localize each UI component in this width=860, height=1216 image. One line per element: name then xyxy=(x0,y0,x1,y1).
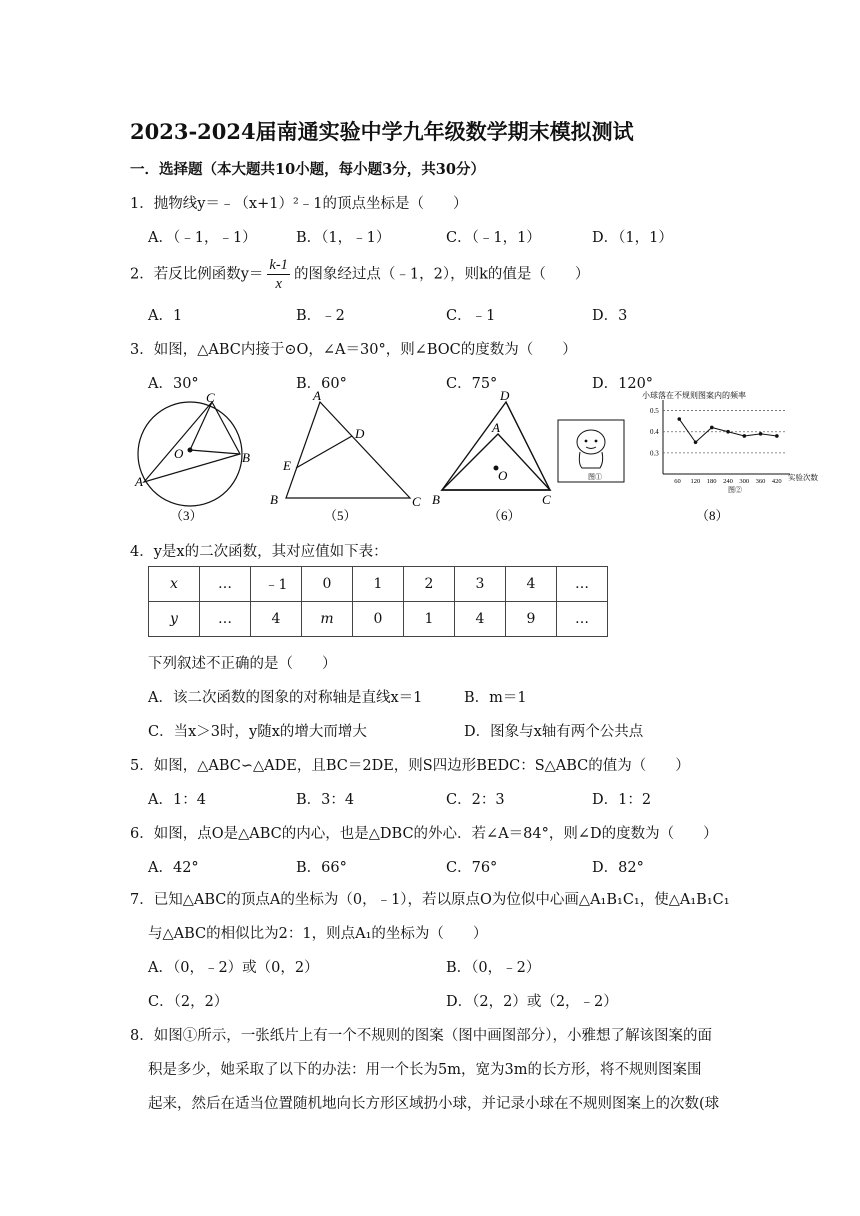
chart-point xyxy=(726,430,730,434)
table-cell: 1 xyxy=(353,567,404,602)
question-8-line2: 积是多少，她采取了以下的办法：用一个长为5m，宽为3m的长方形，将不规则图案围 xyxy=(148,1062,702,1078)
q3-option-c: C．75° xyxy=(446,376,498,392)
svg-text:B: B xyxy=(242,450,250,465)
figure-8-chart xyxy=(642,390,818,494)
q2-option-a: A．1 xyxy=(148,308,183,324)
chart-x-tick-label: 60 xyxy=(674,478,681,485)
q2-option-c: C．﹣1 xyxy=(446,308,496,324)
chart-x-label: 实验次数 xyxy=(788,473,818,482)
svg-text:A: A xyxy=(313,388,321,403)
caption-3: （3） xyxy=(170,508,203,523)
table-cell: 4 xyxy=(506,567,557,602)
table-cell: 1 xyxy=(404,602,455,637)
chart-title: 小球落在不规则图案内的频率 xyxy=(642,391,746,400)
svg-text:C: C xyxy=(542,492,551,507)
chart-x-tick-label: 300 xyxy=(739,478,750,485)
figure-8-paper xyxy=(558,420,624,482)
q5-option-d: D．1：2 xyxy=(592,792,652,808)
chart-x-tick-label: 120 xyxy=(690,478,701,485)
table-cell: m xyxy=(302,602,353,637)
table-cell: 9 xyxy=(506,602,557,637)
svg-text:B: B xyxy=(432,492,440,507)
q5-option-a: A．1：4 xyxy=(148,792,206,808)
q3-option-a: A．30° xyxy=(148,376,199,392)
q2-option-d: D．3 xyxy=(592,308,628,324)
q2-stem-b: 的图象经过点（﹣1，2），则k的值是（ ） xyxy=(293,266,590,283)
q7-option-c: C．（2，2） xyxy=(148,994,229,1010)
q4-option-c: C．当x＞3时，y随x的增大而增大 xyxy=(148,724,367,740)
chart-y-tick-label: 0.3 xyxy=(650,449,659,458)
table-cell: 0 xyxy=(302,567,353,602)
chart-x-tick-label: 240 xyxy=(723,478,733,485)
q3-option-b: B．60° xyxy=(296,376,347,392)
chart-y-tick-label: 0.4 xyxy=(650,428,659,437)
q6-option-a: A．42° xyxy=(148,860,199,876)
table-cell: 4 xyxy=(251,602,302,637)
chart-y-tick-label: 0.5 xyxy=(650,407,659,416)
question-5-stem: 5．如图，△ABC∽△ADE，且BC＝2DE，则S四边形BEDC：S△ABC的值为（ ） xyxy=(130,758,690,774)
q4-ask: 下列叙述不正确的是（ ） xyxy=(148,656,337,672)
chart-x-tick-label: 360 xyxy=(755,478,766,485)
q4-option-a: A．该二次函数的图象的对称轴是直线x＝1 xyxy=(148,690,423,706)
chart-point xyxy=(759,432,763,436)
table-cell: x xyxy=(149,567,200,602)
q4-value-table xyxy=(148,566,608,637)
question-1-stem: 1．抛物线y＝﹣（x+1）²﹣1的顶点坐标是（ ） xyxy=(130,196,468,212)
table-cell: … xyxy=(200,567,251,602)
question-6-stem: 6．如图，点O是△ABC的内心，也是△DBC的外心．若∠A＝84°，则∠D的度数为（ ） xyxy=(130,826,718,842)
table-cell: 4 xyxy=(455,602,506,637)
q2-option-b: B．﹣2 xyxy=(296,308,345,324)
table-cell: y xyxy=(149,602,200,637)
question-7-stem-line2: 与△ABC的相似比为2：1，则点A₁的坐标为（ ） xyxy=(148,926,488,942)
table-cell: … xyxy=(557,602,608,637)
chart-point xyxy=(677,417,681,421)
table-row-y xyxy=(149,602,608,637)
q2-frac-num: k-1 xyxy=(269,257,288,273)
figure-5-triangle xyxy=(270,388,421,509)
svg-text:B: B xyxy=(270,492,278,507)
chart-point xyxy=(710,426,714,430)
q6-option-d: D．82° xyxy=(592,860,644,876)
q6-option-c: C．76° xyxy=(446,860,498,876)
page-title: 2023-2024届南通实验中学九年级数学期末模拟测试 xyxy=(130,119,634,144)
section-heading: 一．选择题（本大题共10小题，每小题3分，共30分） xyxy=(130,161,485,178)
svg-text:E: E xyxy=(283,458,291,473)
q7-option-b: B．（0，﹣2） xyxy=(446,960,541,976)
q1-option-d: D．（1，1） xyxy=(592,230,673,246)
q5-option-b: B．3：4 xyxy=(296,792,355,808)
svg-text:D: D xyxy=(355,426,365,441)
question-8-line3: 起来，然后在适当位置随机地向长方形区域扔小球，并记录小球在不规则图案上的次数(球 xyxy=(148,1096,720,1112)
chart-point xyxy=(694,440,698,444)
table-cell: 0 xyxy=(353,602,404,637)
svg-text:O: O xyxy=(174,446,184,461)
q6-option-b: B．66° xyxy=(296,860,347,876)
figure-1-label: 图① xyxy=(588,473,602,481)
q2-fraction xyxy=(267,256,290,293)
q4-option-d: D．图象与x轴有两个公共点 xyxy=(464,724,644,740)
question-8-line1: 8．如图①所示，一张纸片上有一个不规则的图案（图中画图部分），小雅想了解该图案的面 xyxy=(130,1028,712,1044)
table-cell: ﹣1 xyxy=(251,567,302,602)
chart-x-tick-label: 420 xyxy=(771,478,782,485)
q4-option-b: B．m＝1 xyxy=(464,690,527,706)
q1-option-b: B．（1，﹣1） xyxy=(296,230,391,246)
q2-frac-den: x xyxy=(275,276,282,292)
q1-option-a: A．（﹣1，﹣1） xyxy=(148,230,257,246)
q3-option-d: D．120° xyxy=(592,376,654,392)
figure-6-triangles xyxy=(432,388,551,507)
svg-text:C: C xyxy=(206,390,215,405)
figure-3-circle xyxy=(134,390,250,506)
chart-point xyxy=(775,434,779,438)
svg-text:C: C xyxy=(412,494,421,509)
q2-stem-a: 2．若反比例函数y＝ xyxy=(130,266,264,283)
table-cell: 2 xyxy=(404,567,455,602)
table-row-x xyxy=(149,567,608,602)
table-cell: … xyxy=(557,567,608,602)
svg-text:O: O xyxy=(498,468,508,483)
chart-x-tick-label: 180 xyxy=(706,478,717,485)
figure-2-label: 图② xyxy=(728,486,742,494)
svg-text:A: A xyxy=(135,474,143,489)
table-cell: 3 xyxy=(455,567,506,602)
caption-8: （8） xyxy=(696,508,729,523)
chart-point xyxy=(743,434,747,438)
q7-option-a: A．（0，﹣2）或（0，2） xyxy=(148,960,319,976)
q7-option-d: D．（2，2）或（2，﹣2） xyxy=(446,994,618,1010)
caption-5: （5） xyxy=(324,508,357,523)
caption-6: （6） xyxy=(488,508,521,523)
question-3-stem: 3．如图，△ABC内接于⊙O，∠A＝30°，则∠BOC的度数为（ ） xyxy=(130,342,577,358)
svg-text:A: A xyxy=(492,420,500,435)
svg-text:D: D xyxy=(500,388,510,403)
question-2-stem xyxy=(130,256,589,293)
question-7-stem-line1: 7．已知△ABC的顶点A的坐标为（0，﹣1），若以原点O为位似中心画△A₁B₁C₁，使△A₁B₁C₁ xyxy=(130,892,730,908)
q1-option-c: C．（﹣1，1） xyxy=(446,230,541,246)
q5-option-c: C．2：3 xyxy=(446,792,505,808)
figures-row xyxy=(130,386,860,526)
table-cell: … xyxy=(200,602,251,637)
question-4-stem: 4．y是x的二次函数，其对应值如下表： xyxy=(130,544,388,560)
